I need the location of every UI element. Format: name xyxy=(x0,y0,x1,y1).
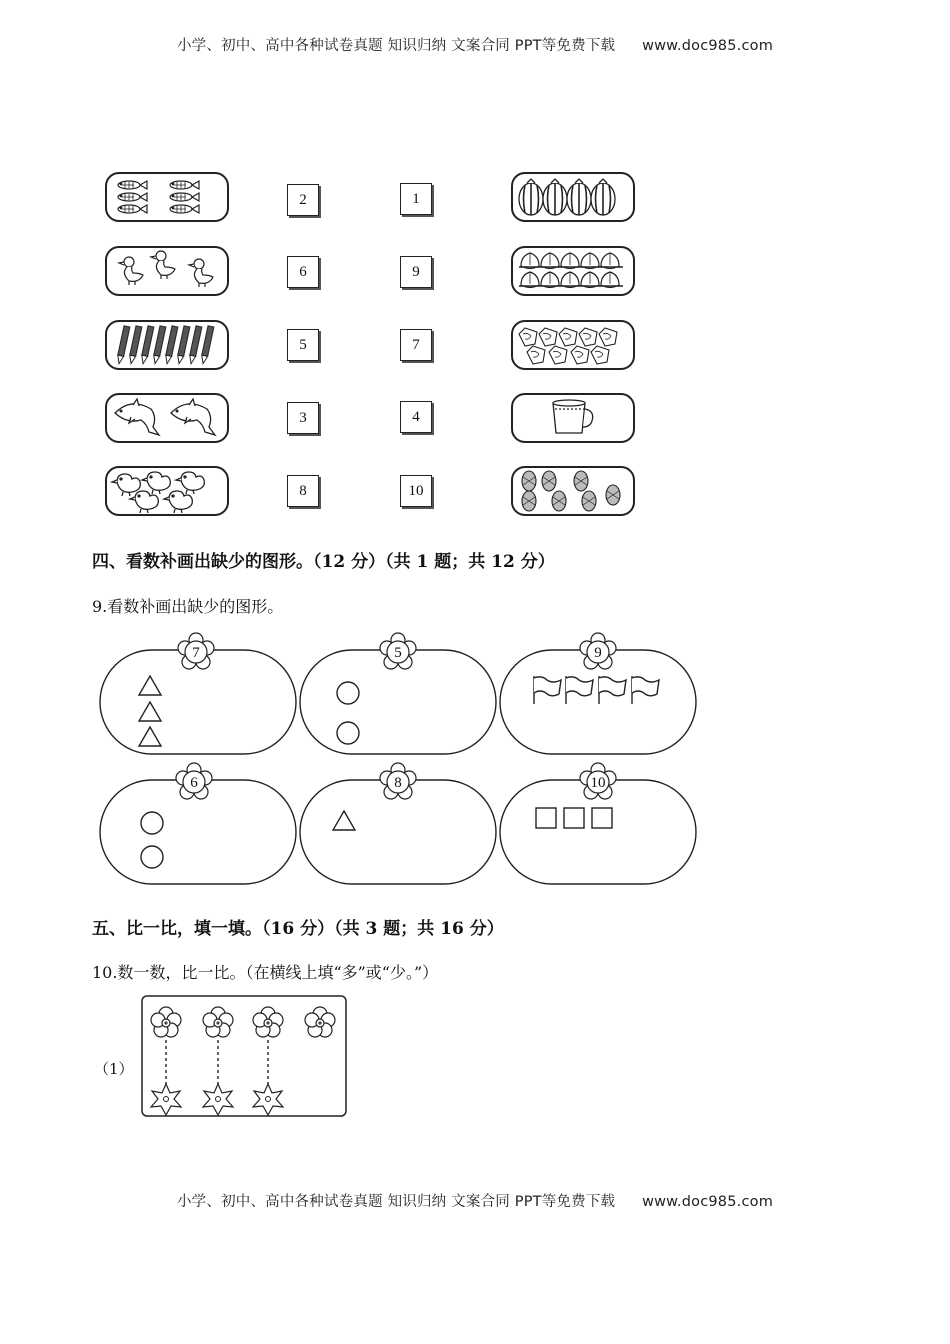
number-box-left-2: 6 xyxy=(287,256,319,288)
square-shape xyxy=(536,808,556,828)
picture-box-chick xyxy=(105,466,229,516)
triangle-shape xyxy=(139,727,161,746)
missing-shapes-panels xyxy=(96,628,702,890)
picture-box-cup xyxy=(511,393,635,443)
panel-1-number: 7 xyxy=(192,645,200,661)
panel-3 xyxy=(500,650,696,754)
number-box-right-4: 4 xyxy=(400,401,432,433)
triangle-shape xyxy=(139,676,161,695)
part-1-label: （1） xyxy=(94,1060,134,1078)
candy-icon xyxy=(513,322,633,368)
picture-box-fish xyxy=(105,172,229,222)
dolphin-icon xyxy=(107,395,227,441)
picture-box-pinecone xyxy=(511,466,635,516)
cup-icon xyxy=(513,395,633,441)
flag-shape xyxy=(632,676,659,704)
watermelon-icon xyxy=(513,174,633,220)
circle-shape xyxy=(337,682,359,704)
pinecone-icon xyxy=(513,468,633,514)
question-10-text: 10.数一数，比一比。（在横线上填“多”或“少。”） xyxy=(92,963,439,982)
panel-2-number: 5 xyxy=(394,645,402,661)
fish-icon xyxy=(107,174,227,220)
number-box-left-4: 3 xyxy=(287,402,319,434)
picture-box-dolphin xyxy=(105,393,229,443)
panel-6 xyxy=(500,780,696,884)
panel-5-number: 8 xyxy=(394,775,402,791)
picture-box-watermelon xyxy=(511,172,635,222)
panel-6-number: 10 xyxy=(590,775,606,791)
number-box-left-5: 8 xyxy=(287,475,319,507)
picture-box-duck xyxy=(105,246,229,296)
picture-box-pencil xyxy=(105,320,229,370)
peach-icon xyxy=(513,248,633,294)
panel-4-number: 6 xyxy=(190,775,198,791)
number-box-left-1: 2 xyxy=(287,184,319,216)
header-site: www.doc985.com xyxy=(642,38,774,54)
duck-icon xyxy=(107,248,227,294)
footer-text: 小学、初中、高中各种试卷真题 知识归纳 文案合同 PPT等免费下载 xyxy=(176,1194,616,1210)
panel-5 xyxy=(300,780,496,884)
circle-shape xyxy=(337,722,359,744)
pencil-icon xyxy=(107,322,227,368)
triangle-shape xyxy=(139,702,161,721)
flag-shape xyxy=(534,676,561,704)
section5-heading: 五、比一比，填一填。（16 分）（共 3 题；共 16 分） xyxy=(92,919,504,939)
flower-comparison-box xyxy=(140,994,348,1118)
section4-heading: 四、看数补画出缺少的图形。（12 分）（共 1 题；共 12 分） xyxy=(92,552,555,572)
picture-box-peach xyxy=(511,246,635,296)
chick-icon xyxy=(107,468,227,514)
number-box-right-1: 1 xyxy=(400,183,432,215)
question-9-text: 9.看数补画出缺少的图形。 xyxy=(92,597,284,616)
header-text: 小学、初中、高中各种试卷真题 知识归纳 文案合同 PPT等免费下载 xyxy=(176,38,616,54)
triangle-shape xyxy=(333,811,355,830)
circle-shape xyxy=(141,812,163,834)
square-shape xyxy=(564,808,584,828)
flag-shape xyxy=(566,676,593,704)
panel-3-number: 9 xyxy=(594,645,602,661)
number-box-right-2: 9 xyxy=(400,256,432,288)
flag-shape xyxy=(599,676,626,704)
panel-2 xyxy=(300,650,496,754)
page-footer xyxy=(0,1190,950,1211)
number-box-right-5: 10 xyxy=(400,475,432,507)
page-header xyxy=(0,34,950,55)
picture-box-candy xyxy=(511,320,635,370)
square-shape xyxy=(592,808,612,828)
footer-site: www.doc985.com xyxy=(642,1194,774,1210)
number-box-left-3: 5 xyxy=(287,329,319,361)
circle-shape xyxy=(141,846,163,868)
number-box-right-3: 7 xyxy=(400,329,432,361)
